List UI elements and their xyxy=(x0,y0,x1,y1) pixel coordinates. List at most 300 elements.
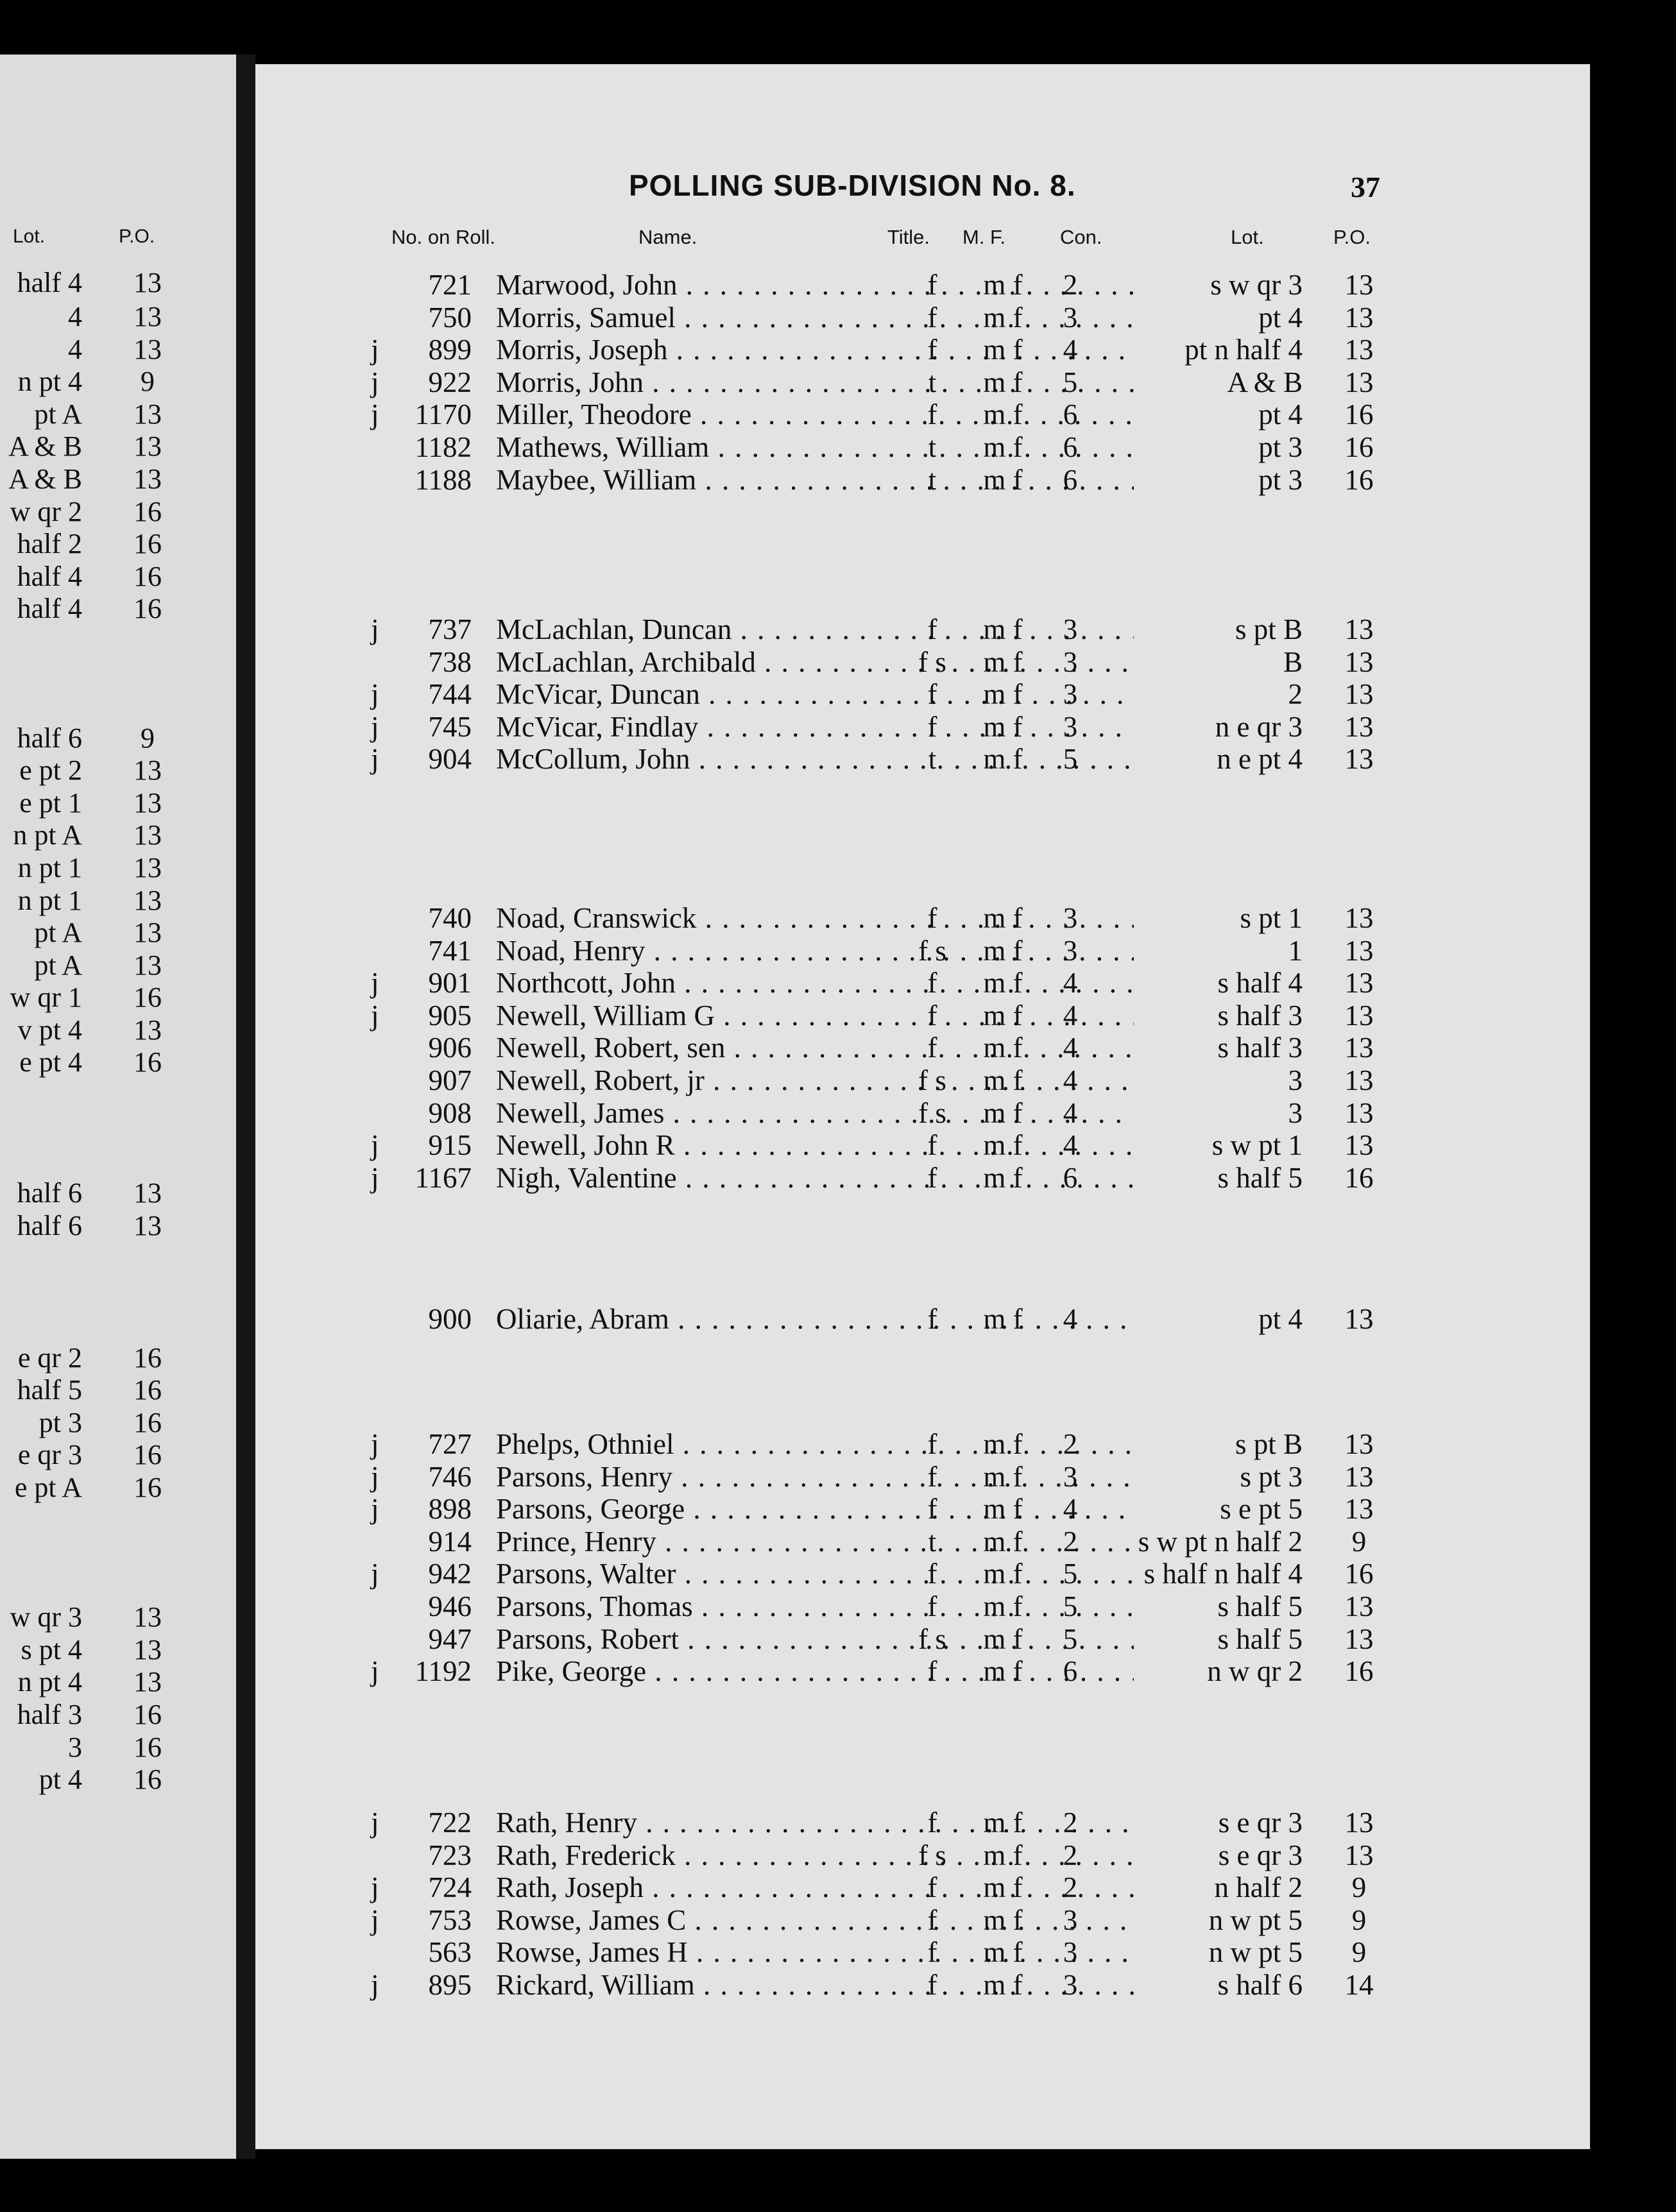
left-po: 16 xyxy=(133,1407,162,1438)
post-office: 9 xyxy=(1351,1936,1367,1968)
left-po-header: P.O. xyxy=(119,226,155,247)
juror-mark: j xyxy=(371,1558,379,1590)
roll-number: 915 xyxy=(428,1129,472,1161)
left-lot: pt 4 xyxy=(38,1764,82,1795)
title-code: f xyxy=(927,902,937,934)
table-row xyxy=(255,1557,1590,1590)
left-row xyxy=(0,1406,236,1438)
left-lot: n pt 4 xyxy=(17,366,82,397)
lot: A & B xyxy=(1227,366,1303,398)
lot: n e qr 3 xyxy=(1215,711,1303,743)
roll-number: 745 xyxy=(428,711,472,743)
table-row xyxy=(255,1903,1590,1937)
left-row xyxy=(0,884,236,916)
left-po: 13 xyxy=(133,917,162,948)
roll-number: 905 xyxy=(428,1000,472,1032)
roll-number: 738 xyxy=(428,646,472,678)
title-code: f s xyxy=(918,1623,946,1655)
mf-code: m f xyxy=(983,1303,1023,1335)
left-po: 9 xyxy=(141,722,155,754)
roll-number: 908 xyxy=(428,1097,472,1129)
concession: 4 xyxy=(1063,334,1078,366)
concession: 5 xyxy=(1063,1558,1078,1590)
roll-number: 895 xyxy=(428,1969,472,2001)
table-row xyxy=(255,1655,1590,1688)
roll-number: 741 xyxy=(428,935,472,967)
left-row xyxy=(0,1698,236,1730)
mf-code: m f xyxy=(983,1162,1023,1194)
lot: s half 5 xyxy=(1217,1590,1303,1622)
left-row xyxy=(0,1341,236,1374)
post-office: 13 xyxy=(1344,269,1374,301)
left-po: 13 xyxy=(133,754,162,786)
juror-mark: j xyxy=(371,678,379,710)
left-row xyxy=(0,1046,236,1078)
concession: 6 xyxy=(1063,431,1078,463)
post-office: 13 xyxy=(1344,1032,1374,1064)
voter-name: McVicar, Findlay . . . xyxy=(496,710,1134,744)
mf-code: m f xyxy=(983,1526,1023,1558)
roll-number: 727 xyxy=(428,1428,472,1460)
roll-number: 737 xyxy=(428,613,472,645)
concession: 4 xyxy=(1063,1129,1078,1161)
concession: 3 xyxy=(1063,302,1078,334)
lot: pt 4 xyxy=(1258,398,1303,430)
left-row xyxy=(0,463,236,495)
title-code: f xyxy=(927,1590,937,1622)
left-lot: half 4 xyxy=(17,267,82,298)
roll-number: 563 xyxy=(428,1936,472,1968)
left-po: 9 xyxy=(141,366,155,397)
col-header-name: Name. xyxy=(638,226,697,248)
mf-code: m f xyxy=(983,1655,1023,1687)
title-code: f xyxy=(927,711,937,743)
left-lot: A & B xyxy=(8,430,82,462)
juror-mark: j xyxy=(371,1129,379,1161)
lot: 3 xyxy=(1288,1064,1303,1096)
left-po: 16 xyxy=(133,1374,162,1406)
lot: pt 3 xyxy=(1258,431,1303,463)
voter-name: Parsons, Thomas . . . xyxy=(496,1590,1134,1623)
left-lot: half 2 xyxy=(17,528,82,559)
left-row xyxy=(0,1601,236,1633)
lot: n e pt 4 xyxy=(1217,743,1303,775)
lot: s pt 3 xyxy=(1240,1461,1303,1493)
lot: 1 xyxy=(1288,935,1303,967)
post-office: 13 xyxy=(1344,711,1374,743)
table-row xyxy=(255,645,1590,679)
left-lot: half 4 xyxy=(17,593,82,624)
left-po: 16 xyxy=(133,496,162,527)
title-code: f xyxy=(927,1807,937,1839)
concession: 4 xyxy=(1063,967,1078,999)
mf-code: m f xyxy=(983,935,1023,967)
left-lot-header: Lot. xyxy=(13,226,46,247)
voter-name: Newell, Robert, jr . . . xyxy=(496,1064,1134,1097)
lot: s half 4 xyxy=(1217,967,1303,999)
mf-code: m f xyxy=(983,269,1023,301)
title-code: f xyxy=(927,967,937,999)
left-lot: s pt 4 xyxy=(21,1634,82,1665)
post-office: 16 xyxy=(1344,1558,1374,1590)
juror-mark: j xyxy=(371,1428,379,1460)
post-office: 9 xyxy=(1351,1871,1367,1903)
title-code: f s xyxy=(918,1064,946,1096)
post-office: 13 xyxy=(1344,1129,1374,1161)
voter-name: Parsons, George . . . xyxy=(496,1492,1134,1526)
lot: s half 3 xyxy=(1217,1000,1303,1032)
table-row xyxy=(255,1427,1590,1461)
left-po: 13 xyxy=(133,852,162,883)
left-lot: A & B xyxy=(8,463,82,495)
left-lot: w qr 1 xyxy=(10,982,82,1013)
table-row xyxy=(255,268,1590,302)
concession: 3 xyxy=(1063,646,1078,678)
left-row xyxy=(0,1438,236,1470)
mf-code: m f xyxy=(983,1936,1023,1968)
concession: 4 xyxy=(1063,1000,1078,1032)
left-lot: e qr 2 xyxy=(17,1342,82,1374)
roll-number: 1192 xyxy=(415,1655,472,1687)
left-po: 13 xyxy=(133,334,162,365)
roll-number: 1170 xyxy=(415,398,472,430)
juror-mark: j xyxy=(371,1969,379,2001)
left-row xyxy=(0,851,236,883)
title-code: f xyxy=(927,269,937,301)
roll-number: 942 xyxy=(428,1558,472,1590)
concession: 5 xyxy=(1063,1623,1078,1655)
left-row xyxy=(0,1471,236,1503)
left-po: 16 xyxy=(133,1439,162,1470)
mf-code: m f xyxy=(983,1969,1023,2001)
post-office: 13 xyxy=(1344,678,1374,710)
mf-code: m f xyxy=(983,1129,1023,1161)
voter-name: Maybee, William . . . xyxy=(496,463,1134,497)
voter-name: Rowse, James C . . . xyxy=(496,1903,1134,1937)
table-row xyxy=(255,1590,1590,1623)
concession: 2 xyxy=(1063,269,1078,301)
left-po: 13 xyxy=(133,463,162,495)
left-lot: pt 3 xyxy=(38,1407,82,1438)
juror-mark: j xyxy=(371,1871,379,1903)
left-po: 16 xyxy=(133,1699,162,1730)
title-code: f xyxy=(927,302,937,334)
table-row xyxy=(255,1839,1590,1872)
juror-mark: j xyxy=(371,1461,379,1493)
table-row xyxy=(255,966,1590,1000)
left-po: 13 xyxy=(133,885,162,916)
left-po: 13 xyxy=(133,1014,162,1046)
voter-name: Rath, Frederick . . . xyxy=(496,1839,1134,1872)
left-lot: half 4 xyxy=(17,561,82,592)
voter-name: Mathews, William . . . xyxy=(496,430,1134,464)
roll-number: 722 xyxy=(428,1807,472,1839)
voter-name: Parsons, Walter . . . xyxy=(496,1557,1134,1590)
concession: 2 xyxy=(1063,1807,1078,1839)
table-row xyxy=(255,677,1590,711)
table-row xyxy=(255,1460,1590,1493)
voter-name: Noad, Henry . . . xyxy=(496,934,1134,967)
concession: 6 xyxy=(1063,1162,1078,1194)
title-code: f s xyxy=(918,646,946,678)
left-po: 16 xyxy=(133,1472,162,1503)
mf-code: m f xyxy=(983,464,1023,496)
title-code: f s xyxy=(918,1097,946,1129)
juror-mark: j xyxy=(371,1000,379,1032)
left-row xyxy=(0,754,236,786)
post-office: 13 xyxy=(1344,334,1374,366)
mf-code: m f xyxy=(983,613,1023,645)
post-office: 14 xyxy=(1344,1969,1374,2001)
title-code: f xyxy=(927,1655,937,1687)
post-office: 13 xyxy=(1344,1623,1374,1655)
left-row xyxy=(0,1665,236,1697)
lot: pt 4 xyxy=(1258,302,1303,334)
lot: pt n half 4 xyxy=(1184,334,1303,366)
title-code: f xyxy=(927,1303,937,1335)
voter-name: Newell, John R . . . xyxy=(496,1128,1134,1162)
post-office: 13 xyxy=(1344,1097,1374,1129)
lot: n w pt 5 xyxy=(1208,1936,1303,1968)
page-gutter xyxy=(236,55,255,2159)
roll-number: 898 xyxy=(428,1493,472,1525)
left-lot: w qr 3 xyxy=(10,1601,82,1633)
juror-mark: j xyxy=(371,967,379,999)
title-code: f xyxy=(927,1000,937,1032)
juror-mark: j xyxy=(371,1655,379,1687)
left-lot: e pt A xyxy=(14,1472,82,1503)
mf-code: m f xyxy=(983,1428,1023,1460)
left-po: 13 xyxy=(133,1601,162,1633)
juror-mark: j xyxy=(371,366,379,398)
concession: 3 xyxy=(1063,613,1078,645)
title-code: f xyxy=(927,1871,937,1903)
lot: s w pt 1 xyxy=(1211,1129,1303,1161)
left-row xyxy=(0,1763,236,1795)
concession: 2 xyxy=(1063,1526,1078,1558)
left-po: 13 xyxy=(133,819,162,851)
lot: s w qr 3 xyxy=(1210,269,1303,301)
left-lot: half 3 xyxy=(17,1699,82,1730)
left-row xyxy=(0,430,236,462)
left-lot: n pt 1 xyxy=(17,885,82,916)
left-row xyxy=(0,1209,236,1241)
lot: s e qr 3 xyxy=(1218,1839,1303,1871)
voter-name: Rath, Henry . . . xyxy=(496,1806,1134,1839)
post-office: 9 xyxy=(1351,1904,1367,1936)
left-lot: e qr 3 xyxy=(17,1439,82,1470)
lot: s half 5 xyxy=(1217,1162,1303,1194)
post-office: 13 xyxy=(1344,967,1374,999)
left-lot: n pt 1 xyxy=(17,852,82,883)
voter-name: Miller, Theodore . . . xyxy=(496,398,1134,431)
voter-name: Marwood, John . . . xyxy=(496,268,1134,302)
left-lot: 4 xyxy=(68,301,82,332)
table-row xyxy=(255,1968,1590,2002)
lot: s half 5 xyxy=(1217,1623,1303,1655)
roll-number: 899 xyxy=(428,334,472,366)
left-row xyxy=(0,560,236,592)
post-office: 13 xyxy=(1344,613,1374,645)
roll-number: 914 xyxy=(428,1526,472,1558)
left-lot: v pt 4 xyxy=(17,1014,82,1046)
left-po: 13 xyxy=(133,1666,162,1697)
post-office: 13 xyxy=(1344,1428,1374,1460)
left-po: 16 xyxy=(133,1731,162,1763)
left-row xyxy=(0,1731,236,1763)
mf-code: m f xyxy=(983,902,1023,934)
concession: 3 xyxy=(1063,711,1078,743)
table-row xyxy=(255,1161,1590,1195)
post-office: 13 xyxy=(1344,302,1374,334)
post-office: 13 xyxy=(1344,1064,1374,1096)
page-number: 37 xyxy=(1351,171,1380,203)
left-row xyxy=(0,819,236,851)
left-lot: half 6 xyxy=(17,1210,82,1241)
left-po: 13 xyxy=(133,398,162,430)
lot: n w pt 5 xyxy=(1208,1904,1303,1936)
title-code: f xyxy=(927,1129,937,1161)
concession: 2 xyxy=(1063,1428,1078,1460)
page-title: POLLING SUB-DIVISION No. 8. xyxy=(629,169,1076,202)
post-office: 13 xyxy=(1344,1000,1374,1032)
roll-number: 723 xyxy=(428,1839,472,1871)
voter-name: McCollum, John . . . xyxy=(496,742,1134,776)
left-row xyxy=(0,266,236,298)
voter-name: Nigh, Valentine . . . xyxy=(496,1161,1134,1195)
lot: 3 xyxy=(1288,1097,1303,1129)
roll-number: 746 xyxy=(428,1461,472,1493)
table-row xyxy=(255,430,1590,464)
roll-number: 907 xyxy=(428,1064,472,1096)
title-code: t xyxy=(928,464,937,496)
title-code: t xyxy=(928,1526,937,1558)
juror-mark: j xyxy=(371,1807,379,1839)
col-header-con: Con. xyxy=(1060,226,1102,248)
left-po: 16 xyxy=(133,1764,162,1795)
mf-code: m f xyxy=(983,1493,1023,1525)
left-po: 13 xyxy=(133,1634,162,1665)
roll-number: 901 xyxy=(428,967,472,999)
left-row xyxy=(0,527,236,559)
lot: s pt 1 xyxy=(1240,902,1303,934)
concession: 4 xyxy=(1063,1064,1078,1096)
left-row xyxy=(0,787,236,819)
concession: 2 xyxy=(1063,1871,1078,1903)
table-row xyxy=(255,934,1590,967)
post-office: 13 xyxy=(1344,366,1374,398)
juror-mark: j xyxy=(371,711,379,743)
voter-name: Newell, James . . . xyxy=(496,1096,1134,1130)
left-po: 16 xyxy=(133,561,162,592)
roll-number: 947 xyxy=(428,1623,472,1655)
left-po: 16 xyxy=(133,528,162,559)
lot: s pt B xyxy=(1235,613,1303,645)
title-code: t xyxy=(928,431,937,463)
left-po: 16 xyxy=(133,1046,162,1078)
concession: 3 xyxy=(1063,1936,1078,1968)
left-po: 16 xyxy=(133,593,162,624)
left-row xyxy=(0,1633,236,1665)
voter-name: Morris, Joseph . . . xyxy=(496,333,1134,366)
lot: s half 6 xyxy=(1217,1969,1303,2001)
left-lot: n pt 4 xyxy=(17,1666,82,1697)
title-code: f xyxy=(927,1162,937,1194)
lot: s half n half 4 xyxy=(1143,1558,1303,1590)
mf-code: m f xyxy=(983,646,1023,678)
concession: 5 xyxy=(1063,743,1078,775)
mf-code: m f xyxy=(983,1871,1023,1903)
roll-number: 922 xyxy=(428,366,472,398)
mf-code: m f xyxy=(983,1461,1023,1493)
roll-number: 1182 xyxy=(415,431,472,463)
voter-name: Oliarie, Abram . . . xyxy=(496,1302,1134,1336)
mf-code: m f xyxy=(983,1064,1023,1096)
col-header-lot: Lot. xyxy=(1231,226,1264,248)
title-code: f s xyxy=(918,1839,946,1871)
roll-number: 906 xyxy=(428,1032,472,1064)
lot: s pt B xyxy=(1235,1428,1303,1460)
voter-name: Morris, John . . . xyxy=(496,366,1134,399)
voter-name: Newell, Robert, sen . . . xyxy=(496,1031,1134,1064)
mf-code: m f xyxy=(983,366,1023,398)
voter-name: Prince, Henry . . . xyxy=(496,1525,1134,1558)
concession: 6 xyxy=(1063,1655,1078,1687)
left-row xyxy=(0,365,236,397)
left-lot: e pt 4 xyxy=(19,1046,82,1078)
juror-mark: j xyxy=(371,1493,379,1525)
mf-code: m f xyxy=(983,678,1023,710)
juror-mark: j xyxy=(371,1904,379,1936)
left-row xyxy=(0,300,236,332)
title-code: f xyxy=(927,1904,937,1936)
table-row xyxy=(255,1096,1590,1130)
mf-code: m f xyxy=(983,431,1023,463)
left-row xyxy=(0,1374,236,1406)
mf-code: m f xyxy=(983,1097,1023,1129)
voter-name: Rowse, James H . . . xyxy=(496,1936,1134,1969)
table-row xyxy=(255,1871,1590,1904)
left-row xyxy=(0,592,236,624)
lot: pt 4 xyxy=(1258,1303,1303,1335)
left-lot: e pt 2 xyxy=(19,754,82,786)
post-office: 9 xyxy=(1351,1526,1367,1558)
mf-code: m f xyxy=(983,1032,1023,1064)
left-lot: half 6 xyxy=(17,722,82,754)
mf-code: m f xyxy=(983,1623,1023,1655)
col-header-mf: M. F. xyxy=(962,226,1006,248)
title-code: f xyxy=(927,1493,937,1525)
left-po: 13 xyxy=(133,787,162,819)
title-code: f xyxy=(927,1969,937,2001)
left-row xyxy=(0,949,236,981)
table-row xyxy=(255,1031,1590,1064)
title-code: f xyxy=(927,1936,937,1968)
left-po: 13 xyxy=(133,267,162,298)
juror-mark: j xyxy=(371,334,379,366)
post-office: 13 xyxy=(1344,1493,1374,1525)
left-lot: w qr 2 xyxy=(10,496,82,527)
post-office: 16 xyxy=(1344,1655,1374,1687)
concession: 3 xyxy=(1063,678,1078,710)
title-code: f xyxy=(927,1558,937,1590)
mf-code: m f xyxy=(983,711,1023,743)
roll-number: 740 xyxy=(428,902,472,934)
post-office: 13 xyxy=(1344,743,1374,775)
table-row xyxy=(255,1064,1590,1097)
mf-code: m f xyxy=(983,1839,1023,1871)
voter-name: Rath, Joseph . . . xyxy=(496,1871,1134,1904)
